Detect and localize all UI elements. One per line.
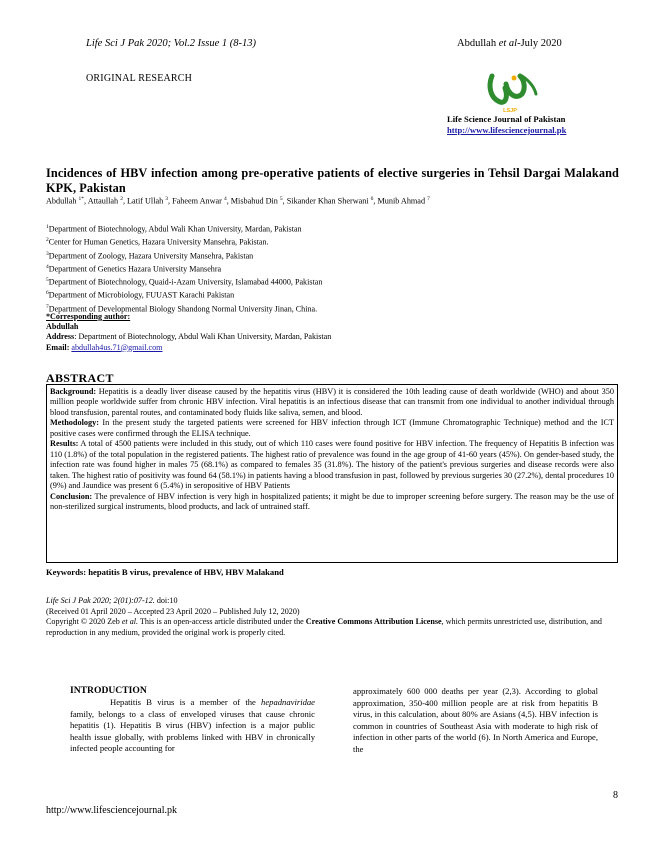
affiliation-item: [46, 235, 322, 248]
running-header-author: [457, 38, 562, 49]
abstract-methodology: [50, 418, 614, 439]
author: Abdullah: [46, 196, 77, 206]
affiliation-text: Department of Genetics Hazara University Mansehra: [48, 264, 222, 274]
affiliation-sup: 3: [46, 250, 49, 257]
lsjp-logo-icon: [478, 72, 542, 114]
abstract-background: [50, 387, 614, 418]
author-sep: ,: [226, 196, 231, 206]
header-et-al: et al: [498, 38, 518, 49]
citation-ref-italic: Life Sci J Pak 2020; 2(01):07-12.: [46, 596, 155, 605]
affiliation-sup: 7: [46, 303, 49, 310]
author: Munib Ahmad: [377, 196, 426, 206]
affiliation-text: Center for Human Genetics, Hazara University Mansehra, Pakistan.: [48, 237, 269, 247]
affiliation-sup: 2: [46, 237, 49, 244]
header-date: -July 2020: [517, 38, 562, 49]
intro-column-left: [70, 697, 315, 755]
corresponding-name: Abdullah: [46, 322, 79, 332]
abstract-conclusion: [50, 492, 614, 513]
intro-paragraph: approximately 600 000 deaths per year (2,3). According to global approximation, 350-400 million people are at risk from hepatitis B virus, in this calculation, about 80% are Asians (4,5). HBV infection is common in countries of Southeast Asia with moderate to high risk of infection in other parts of the world (6). In North America and Europe, the: [353, 686, 598, 754]
author-sep: ,: [373, 196, 378, 206]
methodology-label: Methodology:: [50, 418, 100, 428]
author-sup: 1: [78, 196, 82, 202]
author-sep: ,: [168, 196, 173, 206]
author-star: *: [81, 196, 85, 202]
author: Misbahud Din: [230, 196, 278, 206]
affiliation-list: [46, 222, 322, 315]
affiliation-text: Department of Zoology, Hazara University Mansehra, Pakistan: [48, 251, 254, 261]
corresponding-email: Email: abdullah4us.71@gmail.com: [46, 342, 163, 352]
results-label: Results:: [50, 439, 79, 449]
author-sup: 5: [279, 196, 283, 202]
author-sup: 3: [165, 196, 168, 202]
intro-text: family, belongs to a class of enveloped viruses that cause chronic hepatitis (1). Hepatitis B virus (HBV) infection is a major public health issue globally, with problems linked with HBV in chronically infected people accounting for: [70, 708, 315, 754]
copyright-part: Copyright © 2020 Zeb: [46, 617, 122, 627]
address-label: Address: [46, 332, 75, 342]
footer-url: http://www.lifesciencejournal.pk: [46, 805, 177, 816]
affiliation-text: Department of Biotechnology, Quaid-i-Azam University, Islamabad 44000, Pakistan: [48, 277, 323, 287]
affiliation-item: [46, 275, 322, 288]
author-sup: 6: [370, 196, 374, 202]
copyright-part: This is an open-access article distributed under the: [138, 617, 306, 627]
author: Attaullah: [87, 196, 119, 206]
background-text: Hepatitis is a deadly liver disease caused by the hepatitis virus (HBV) it is considered the 10th leading cause of death worldwide (WHO) and about 350 million people worldwide suffer from chronic HBV infection. Viral hepatitis is an infectious disease that can transmit from one individual to another individual through blood transfusion, parental routes, and contaminated body fluids like saliva, semen, and blood.: [50, 387, 614, 417]
intro-column-right: [353, 686, 598, 756]
copyright-license: Creative Commons Attribution License: [305, 617, 442, 627]
affiliation-item: [46, 249, 322, 262]
citation-doi: doi:10: [154, 596, 178, 605]
citation-block: [46, 596, 626, 638]
introduction-heading: INTRODUCTION: [70, 685, 147, 696]
author-list: [46, 196, 430, 206]
results-text: A total of 4500 patients were included in this study, out of which 110 cases were found positive for HBV infection. The frequency of Hepatitis B infection was 110 (1.8%) of the total population in the registered patients. The highest ratio of prevalence was found in the age group of 41-60 years (45%). On gender-based study, the infection rate was found higher in males 75 (68.1%) as compared to females 35 (31.8%). The history of the patient's previous surgeries and disease records were also taken. The highest ratio of positivity was found 64 (58.1%) in patients having a blood transfusion in past, followed by previous surgeries 30 (27.2%), dental procedures 10 (9%) and Jaundice was present 6 (5.4%) in seropositive of HBV Patients: [50, 439, 614, 491]
affiliation-item: [46, 262, 322, 275]
author-sup: 7: [427, 196, 430, 202]
conclusion-label: Conclusion:: [50, 491, 93, 501]
author: Sikander Khan Sherwani: [286, 196, 369, 206]
background-label: Background:: [50, 387, 97, 396]
abstract-heading: ABSTRACT: [46, 371, 114, 385]
affiliation-sup: 4: [46, 263, 49, 270]
section-label: ORIGINAL RESEARCH: [86, 73, 193, 84]
journal-url-link[interactable]: http://www.lifesciencejournal.pk: [447, 125, 567, 135]
abstract-results: [50, 439, 614, 491]
affiliation-item: [46, 288, 322, 301]
copyright-part: , which permits unrestricted use, distribution, and reproduction in any medium, provided the original work is properly cited.: [46, 617, 602, 637]
keywords: Keywords: hepatitis B virus, prevalence of HBV, HBV Malakand: [46, 567, 284, 577]
affiliation-sup: 6: [46, 290, 49, 297]
article-title: Incidences of HBV infection among pre-operative patients of elective surgeries in Tehsil Dargai Malakand KPK, Pakistan: [46, 166, 619, 195]
email-link[interactable]: abdullah4us.71@gmail.com: [71, 342, 163, 352]
author-sep: ,: [122, 196, 128, 206]
author-sup: 4: [223, 196, 227, 202]
address-text: : Department of Biotechnology, Abdul Wali Khan University, Mardan, Pakistan: [74, 332, 332, 342]
affiliation-text: Department of Microbiology, FUUAST Karachi Pakistan: [48, 291, 235, 301]
abstract-box: [46, 384, 618, 563]
citation-ref: [46, 596, 626, 607]
author-sep: ,: [282, 196, 287, 206]
author: Faheem Anwar: [172, 196, 222, 206]
author: Latif Ullah: [127, 196, 164, 206]
methodology-text: In the present study the targeted patients were screened for HBV infection through ICT (Immune Chromatographic Technique) method and the ICT positive cases were confirmed through the ELISA technique.: [50, 418, 614, 438]
journal-name: Life Science Journal of Pakistan: [447, 114, 566, 124]
affiliation-item: [46, 222, 322, 235]
intro-paragraph: [70, 697, 315, 755]
author-sep: ,: [84, 196, 88, 206]
logo-letters: LSJP: [503, 108, 517, 114]
corresponding-author: [46, 312, 331, 353]
affiliation-text: Department of Developmental Biology Shandong Normal University Jinan, China.: [48, 304, 318, 314]
affiliation-sup: 5: [46, 277, 49, 284]
journal-logo: [478, 72, 542, 114]
corresponding-label: *Corresponding author:: [46, 312, 131, 321]
email-label: Email: [46, 342, 67, 352]
intro-italic-term: hepadnaviridae: [261, 697, 315, 707]
copyright-etal: et al.: [121, 617, 139, 627]
copyright-notice: [46, 617, 626, 638]
author-sup: 2: [120, 196, 123, 202]
conclusion-text: The prevalence of HBV infection is very high in hospitalized patients; it might be due to improper screening before surgery. The reason may be the use of non-sterilized surgical instruments, blood products, and lack of untrained staff.: [50, 491, 614, 511]
corresponding-address: [46, 332, 331, 342]
running-header-citation: Life Sci J Pak 2020; Vol.2 Issue 1 (8-13): [86, 38, 257, 49]
page-number: 8: [613, 790, 618, 801]
affiliation-sup: 1: [46, 224, 49, 230]
citation-dates: (Received 01 April 2020 – Accepted 23 April 2020 – Published July 12, 2020): [46, 606, 300, 616]
intro-text: Hepatitis B virus is a member of the: [110, 697, 262, 707]
header-author-name: Abdullah: [457, 38, 499, 49]
affiliation-text: Department of Biotechnology, Abdul Wali Khan University, Mardan, Pakistan: [48, 224, 302, 234]
